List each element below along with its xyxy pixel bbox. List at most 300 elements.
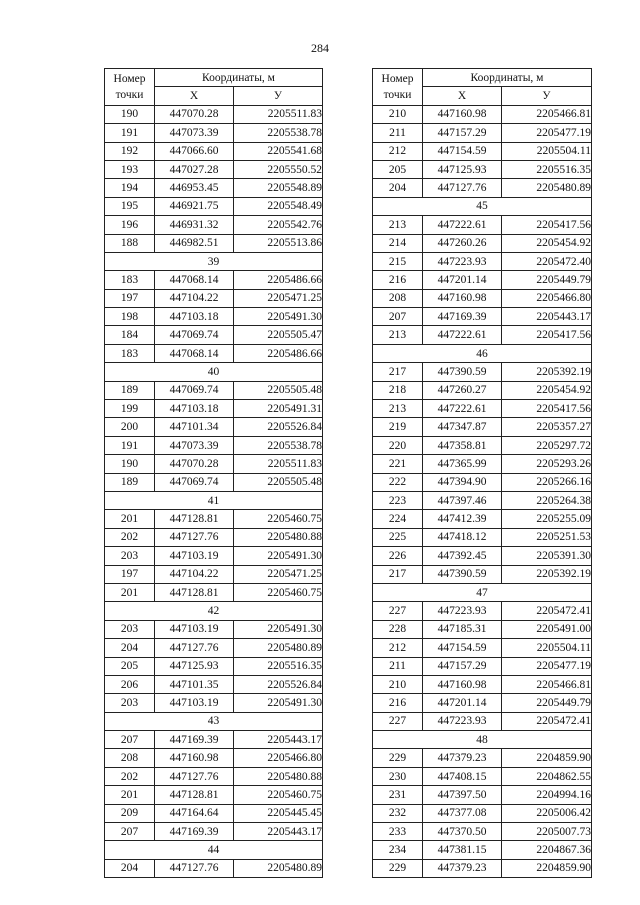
point-number-cell: 189 [105, 473, 155, 491]
y-coordinate-cell: 2205454.92 [502, 234, 592, 252]
y-coordinate-cell: 2205504.11 [502, 639, 592, 657]
x-coordinate-cell: 447381.15 [423, 841, 502, 859]
x-coordinate-cell: 447169.39 [155, 731, 234, 749]
x-coordinate-cell: 447394.90 [423, 473, 502, 491]
y-coordinate-cell: 2205477.19 [502, 124, 592, 142]
table-row [373, 234, 592, 252]
table-row [105, 657, 323, 675]
y-coordinate-cell: 2204859.90 [502, 749, 592, 767]
y-coordinate-cell: 2205511.83 [234, 105, 323, 123]
coordinates-table-right [372, 68, 592, 878]
point-number-cell: 227 [373, 712, 423, 730]
table-row [373, 381, 592, 399]
point-number-cell: 188 [105, 234, 155, 252]
table-row [105, 124, 323, 142]
x-coordinate-cell: 447069.74 [155, 473, 234, 491]
table-row [373, 400, 592, 418]
x-coordinate-cell: 447127.76 [423, 179, 502, 197]
point-number-header-line1: Номер [113, 72, 146, 85]
x-coordinate-cell: 447169.39 [423, 308, 502, 326]
x-coordinate-cell: 447128.81 [155, 583, 234, 601]
point-number-cell: 225 [373, 528, 423, 546]
x-coordinate-cell: 447160.98 [155, 749, 234, 767]
x-coordinate-cell: 447103.19 [155, 694, 234, 712]
coordinates-table-left [104, 68, 323, 878]
group-label: 48 [373, 731, 592, 749]
y-coordinate-cell: 2205466.81 [502, 105, 592, 123]
point-number-cell: 201 [105, 786, 155, 804]
x-coordinate-cell: 447392.45 [423, 547, 502, 565]
x-coordinate-cell: 447370.50 [423, 823, 502, 841]
x-coordinate-cell: 447379.23 [423, 749, 502, 767]
x-coordinate-cell: 447223.93 [423, 712, 502, 730]
x-coordinate-cell: 447103.19 [155, 547, 234, 565]
y-coordinate-cell: 2205480.89 [502, 179, 592, 197]
point-number-cell: 207 [373, 308, 423, 326]
point-number-cell: 206 [105, 675, 155, 693]
point-number-cell: 202 [105, 528, 155, 546]
y-coordinate-cell: 2205251.53 [502, 528, 592, 546]
group-row [105, 252, 323, 270]
group-row [105, 491, 323, 509]
point-number-header [373, 69, 423, 106]
x-coordinate-cell: 447068.14 [155, 344, 234, 362]
point-number-cell: 233 [373, 823, 423, 841]
table-row [105, 639, 323, 657]
x-coordinate-cell: 447069.74 [155, 326, 234, 344]
table-row [105, 583, 323, 601]
y-coordinate-cell: 2205391.30 [502, 547, 592, 565]
y-coordinate-cell: 2205538.78 [234, 436, 323, 454]
y-coordinate-cell: 2205454.92 [502, 381, 592, 399]
y-coordinate-cell: 2205466.81 [502, 675, 592, 693]
x-coordinate-cell: 447127.76 [155, 639, 234, 657]
x-coordinate-cell: 447408.15 [423, 767, 502, 785]
point-number-cell: 232 [373, 804, 423, 822]
y-coordinate-cell: 2205443.17 [502, 308, 592, 326]
y-coordinate-cell: 2205472.40 [502, 252, 592, 270]
y-coordinate-cell: 2205007.73 [502, 823, 592, 841]
point-number-cell: 198 [105, 308, 155, 326]
point-number-cell: 193 [105, 160, 155, 178]
y-coordinate-cell: 2205392.19 [502, 363, 592, 381]
table-row [373, 547, 592, 565]
group-label: 40 [105, 363, 323, 381]
point-number-cell: 211 [373, 124, 423, 142]
point-number-cell: 222 [373, 473, 423, 491]
table-row [105, 528, 323, 546]
x-coordinate-cell: 447365.99 [423, 455, 502, 473]
table-row [105, 547, 323, 565]
table-header [373, 69, 592, 106]
table-row [373, 363, 592, 381]
x-coordinate-cell: 447066.60 [155, 142, 234, 160]
y-coordinate-cell: 2205471.25 [234, 565, 323, 583]
y-coordinate-cell: 2205445.45 [234, 804, 323, 822]
table-row [105, 381, 323, 399]
x-coordinate-cell: 447418.12 [423, 528, 502, 546]
x-coordinate-cell: 447377.08 [423, 804, 502, 822]
x-coordinate-cell: 447164.64 [155, 804, 234, 822]
x-coordinate-cell: 447260.26 [423, 234, 502, 252]
y-coordinate-cell: 2205449.79 [502, 271, 592, 289]
x-coordinate-cell: 447397.46 [423, 491, 502, 509]
y-coordinate-cell: 2205460.75 [234, 583, 323, 601]
table-row [105, 197, 323, 215]
point-number-cell: 214 [373, 234, 423, 252]
y-coordinate-cell: 2205466.80 [502, 289, 592, 307]
y-coordinate-cell: 2205516.35 [502, 160, 592, 178]
table-row [373, 528, 592, 546]
table-row [105, 473, 323, 491]
table-row [373, 418, 592, 436]
table-row [373, 160, 592, 178]
x-coordinate-cell: 447125.93 [155, 657, 234, 675]
y-coordinate-cell: 2204994.16 [502, 786, 592, 804]
x-coordinate-cell: 447347.87 [423, 418, 502, 436]
x-coordinate-cell: 447160.98 [423, 675, 502, 693]
y-coordinate-cell: 2205006.42 [502, 804, 592, 822]
table-row [373, 565, 592, 583]
point-number-cell: 224 [373, 510, 423, 528]
point-number-cell: 228 [373, 620, 423, 638]
point-number-cell: 189 [105, 381, 155, 399]
table-row [105, 694, 323, 712]
table-row [105, 565, 323, 583]
x-coordinate-cell: 447027.28 [155, 160, 234, 178]
table-row [373, 179, 592, 197]
x-coordinate-cell: 447223.93 [423, 602, 502, 620]
x-coordinate-cell: 447128.81 [155, 510, 234, 528]
x-column-header: Х [155, 87, 234, 105]
table-row [105, 786, 323, 804]
group-row [373, 583, 592, 601]
point-number-cell: 229 [373, 749, 423, 767]
table-row [373, 841, 592, 859]
x-coordinate-cell: 447397.50 [423, 786, 502, 804]
table-row [105, 859, 323, 877]
table-row [105, 418, 323, 436]
y-coordinate-cell: 2205264.38 [502, 491, 592, 509]
y-coordinate-cell: 2205491.30 [234, 620, 323, 638]
point-number-cell: 203 [105, 694, 155, 712]
x-coordinate-cell: 447390.59 [423, 565, 502, 583]
point-number-cell: 204 [105, 859, 155, 877]
table-row [105, 436, 323, 454]
y-coordinate-cell: 2205255.09 [502, 510, 592, 528]
x-coordinate-cell: 446931.32 [155, 216, 234, 234]
table-row [105, 289, 323, 307]
point-number-cell: 213 [373, 400, 423, 418]
point-number-cell: 234 [373, 841, 423, 859]
point-number-cell: 197 [105, 565, 155, 583]
y-coordinate-cell: 2205460.75 [234, 510, 323, 528]
table-row [105, 160, 323, 178]
y-coordinate-cell: 2205504.11 [502, 142, 592, 160]
point-number-cell: 195 [105, 197, 155, 215]
point-number-cell: 203 [105, 620, 155, 638]
y-coordinate-cell: 2205471.25 [234, 289, 323, 307]
y-coordinate-cell: 2205516.35 [234, 657, 323, 675]
group-label: 42 [105, 602, 323, 620]
x-coordinate-cell: 447070.28 [155, 455, 234, 473]
table-row [373, 712, 592, 730]
point-number-cell: 204 [373, 179, 423, 197]
x-coordinate-cell: 447103.19 [155, 620, 234, 638]
y-coordinate-cell: 2205472.41 [502, 712, 592, 730]
point-number-cell: 218 [373, 381, 423, 399]
table-row [373, 804, 592, 822]
x-coordinate-cell: 447127.76 [155, 859, 234, 877]
table-row [105, 749, 323, 767]
y-coordinate-cell: 2205541.68 [234, 142, 323, 160]
table-row [105, 675, 323, 693]
page-number: 284 [311, 41, 329, 55]
y-coordinate-cell: 2205538.78 [234, 124, 323, 142]
y-coordinate-cell: 2205417.56 [502, 326, 592, 344]
x-coordinate-cell: 447128.81 [155, 786, 234, 804]
point-number-cell: 211 [373, 657, 423, 675]
x-coordinate-cell: 447157.29 [423, 124, 502, 142]
table-row [105, 308, 323, 326]
table-row [373, 436, 592, 454]
y-column-header: У [234, 87, 323, 105]
x-coordinate-cell: 447222.61 [423, 216, 502, 234]
point-number-cell: 216 [373, 694, 423, 712]
table-row [105, 216, 323, 234]
point-number-cell: 207 [105, 731, 155, 749]
table-row [373, 308, 592, 326]
table-row [105, 823, 323, 841]
x-coordinate-cell: 447127.76 [155, 528, 234, 546]
table-row [373, 786, 592, 804]
y-coordinate-cell: 2205472.41 [502, 602, 592, 620]
point-number-cell: 223 [373, 491, 423, 509]
x-coordinate-cell: 447379.23 [423, 859, 502, 877]
table-row [105, 326, 323, 344]
point-number-cell: 217 [373, 565, 423, 583]
table-row [373, 823, 592, 841]
point-number-cell: 212 [373, 142, 423, 160]
x-coordinate-cell: 447260.27 [423, 381, 502, 399]
point-number-cell: 212 [373, 639, 423, 657]
x-coordinate-cell: 447201.14 [423, 694, 502, 712]
point-number-cell: 200 [105, 418, 155, 436]
point-number-cell: 208 [373, 289, 423, 307]
x-coordinate-cell: 447222.61 [423, 326, 502, 344]
point-number-cell: 194 [105, 179, 155, 197]
table-row [373, 142, 592, 160]
y-coordinate-cell: 2205357.27 [502, 418, 592, 436]
y-coordinate-cell: 2205460.75 [234, 786, 323, 804]
table-row [105, 142, 323, 160]
x-coordinate-cell: 447154.59 [423, 142, 502, 160]
x-coordinate-cell: 447104.22 [155, 565, 234, 583]
group-row [105, 602, 323, 620]
x-coordinate-cell: 447069.74 [155, 381, 234, 399]
point-number-cell: 191 [105, 124, 155, 142]
y-coordinate-cell: 2205505.47 [234, 326, 323, 344]
group-row [105, 841, 323, 859]
y-coordinate-cell: 2205466.80 [234, 749, 323, 767]
table-row [373, 657, 592, 675]
group-label: 41 [105, 491, 323, 509]
y-coordinate-cell: 2205297.72 [502, 436, 592, 454]
x-coordinate-cell: 447412.39 [423, 510, 502, 528]
y-coordinate-cell: 2205491.30 [234, 308, 323, 326]
y-coordinate-cell: 2205513.86 [234, 234, 323, 252]
table-row [373, 216, 592, 234]
table-row [105, 731, 323, 749]
point-number-cell: 221 [373, 455, 423, 473]
y-coordinate-cell: 2205449.79 [502, 694, 592, 712]
point-number-cell: 208 [105, 749, 155, 767]
point-number-cell: 190 [105, 455, 155, 473]
x-coordinate-cell: 447185.31 [423, 620, 502, 638]
y-coordinate-cell: 2205266.16 [502, 473, 592, 491]
point-number-cell: 202 [105, 767, 155, 785]
point-number-cell: 203 [105, 547, 155, 565]
table-row [105, 455, 323, 473]
y-coordinate-cell: 2205392.19 [502, 565, 592, 583]
table-row [373, 675, 592, 693]
x-coordinate-cell: 447070.28 [155, 105, 234, 123]
table-row [105, 234, 323, 252]
y-coordinate-cell: 2205505.48 [234, 381, 323, 399]
x-coordinate-cell: 446921.75 [155, 197, 234, 215]
table-row [373, 473, 592, 491]
y-coordinate-cell: 2205491.00 [502, 620, 592, 638]
y-coordinate-cell: 2205417.56 [502, 400, 592, 418]
point-number-cell: 184 [105, 326, 155, 344]
group-row [373, 197, 592, 215]
point-number-cell: 231 [373, 786, 423, 804]
table-row [373, 859, 592, 877]
point-number-cell: 207 [105, 823, 155, 841]
group-label: 46 [373, 344, 592, 362]
x-coordinate-cell: 447223.93 [423, 252, 502, 270]
group-row [373, 731, 592, 749]
y-coordinate-cell: 2205480.89 [234, 639, 323, 657]
x-coordinate-cell: 447222.61 [423, 400, 502, 418]
point-number-cell: 217 [373, 363, 423, 381]
y-coordinate-cell: 2205443.17 [234, 731, 323, 749]
point-number-cell: 197 [105, 289, 155, 307]
y-coordinate-cell: 2205443.17 [234, 823, 323, 841]
table-row [373, 767, 592, 785]
y-coordinate-cell: 2205526.84 [234, 675, 323, 693]
y-coordinate-cell: 2205480.89 [234, 859, 323, 877]
point-number-cell: 215 [373, 252, 423, 270]
table-row [105, 767, 323, 785]
point-number-cell: 190 [105, 105, 155, 123]
point-number-cell: 210 [373, 675, 423, 693]
x-coordinate-cell: 447154.59 [423, 639, 502, 657]
x-column-header: Х [423, 87, 502, 105]
point-number-cell: 199 [105, 400, 155, 418]
point-number-cell: 183 [105, 271, 155, 289]
point-number-cell: 226 [373, 547, 423, 565]
y-coordinate-cell: 2205480.88 [234, 767, 323, 785]
x-coordinate-cell: 446982.51 [155, 234, 234, 252]
point-number-header-line2: точки [383, 88, 412, 101]
table-row [105, 179, 323, 197]
point-number-cell: 191 [105, 436, 155, 454]
y-coordinate-cell: 2205477.19 [502, 657, 592, 675]
y-coordinate-cell: 2204859.90 [502, 859, 592, 877]
point-number-cell: 213 [373, 216, 423, 234]
y-coordinate-cell: 2205550.52 [234, 160, 323, 178]
point-number-cell: 201 [105, 583, 155, 601]
y-coordinate-cell: 2205491.30 [234, 547, 323, 565]
x-coordinate-cell: 447073.39 [155, 124, 234, 142]
x-coordinate-cell: 447157.29 [423, 657, 502, 675]
y-coordinate-cell: 2205511.83 [234, 455, 323, 473]
point-number-cell: 220 [373, 436, 423, 454]
point-number-cell: 219 [373, 418, 423, 436]
point-number-cell: 213 [373, 326, 423, 344]
table-row [373, 510, 592, 528]
table-row [373, 639, 592, 657]
point-number-cell: 229 [373, 859, 423, 877]
coordinates-header: Координаты, м [155, 69, 323, 87]
group-label: 43 [105, 712, 323, 730]
point-number-cell: 205 [105, 657, 155, 675]
point-number-cell: 230 [373, 767, 423, 785]
table-row [373, 326, 592, 344]
x-coordinate-cell: 447201.14 [423, 271, 502, 289]
point-number-cell: 210 [373, 105, 423, 123]
y-coordinate-cell: 2205548.49 [234, 197, 323, 215]
y-coordinate-cell: 2205548.89 [234, 179, 323, 197]
table-row [373, 491, 592, 509]
y-coordinate-cell: 2205491.30 [234, 694, 323, 712]
table-row [105, 344, 323, 362]
group-row [105, 363, 323, 381]
y-coordinate-cell: 2205491.31 [234, 400, 323, 418]
table-row [373, 602, 592, 620]
group-row [373, 344, 592, 362]
table-row [373, 620, 592, 638]
table-row [373, 271, 592, 289]
table-body [105, 105, 323, 877]
point-number-cell: 183 [105, 344, 155, 362]
x-coordinate-cell: 447104.22 [155, 289, 234, 307]
point-number-header-line1: Номер [381, 72, 414, 85]
table-row [373, 694, 592, 712]
x-coordinate-cell: 447358.81 [423, 436, 502, 454]
table-row [373, 252, 592, 270]
x-coordinate-cell: 447101.35 [155, 675, 234, 693]
point-number-cell: 192 [105, 142, 155, 160]
group-label: 45 [373, 197, 592, 215]
table-row [373, 289, 592, 307]
x-coordinate-cell: 447169.39 [155, 823, 234, 841]
x-coordinate-cell: 447390.59 [423, 363, 502, 381]
point-number-header [105, 69, 155, 106]
x-coordinate-cell: 447160.98 [423, 289, 502, 307]
group-row [105, 712, 323, 730]
coordinates-header: Координаты, м [423, 69, 592, 87]
table-row [105, 105, 323, 123]
point-number-cell: 209 [105, 804, 155, 822]
y-coordinate-cell: 2205480.88 [234, 528, 323, 546]
point-number-cell: 205 [373, 160, 423, 178]
group-label: 44 [105, 841, 323, 859]
y-coordinate-cell: 2205293.26 [502, 455, 592, 473]
table-row [373, 124, 592, 142]
y-coordinate-cell: 2204862.55 [502, 767, 592, 785]
